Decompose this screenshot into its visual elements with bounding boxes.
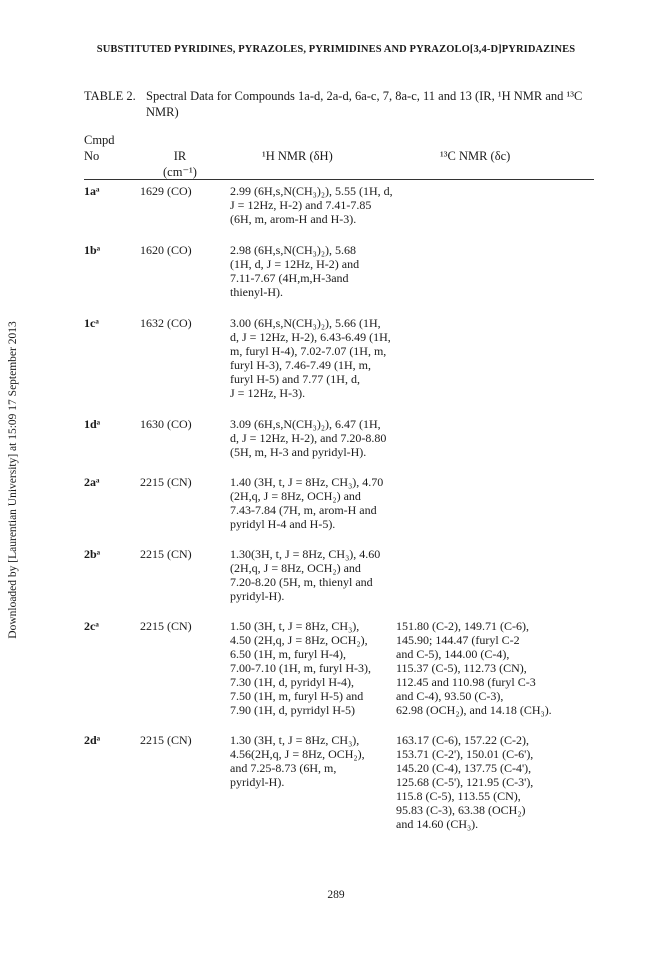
compound-id: 2cᵃ xyxy=(84,619,99,633)
table-caption-line1: Spectral Data for Compounds 1a-d, 2a-d, 6a-c, 7, 8a-c, 11 and 13 (IR, ¹H NMR and ¹³C xyxy=(146,89,583,103)
ir-value: 2215 (CN) xyxy=(140,547,192,561)
h-nmr-line: 7.43-7.84 (7H, m, arom-H and xyxy=(230,503,377,517)
table-row xyxy=(84,316,604,417)
page-number: 289 xyxy=(327,889,345,901)
h-nmr-data xyxy=(230,547,380,603)
header-rule xyxy=(84,179,594,180)
c-nmr-line: 112.45 and 110.98 (furyl C-3 xyxy=(396,675,536,689)
h-nmr-line: 2.98 (6H,s,N(CH₃)₂), 5.68 xyxy=(230,243,357,257)
ir-value: 2215 (CN) xyxy=(140,619,192,633)
h-nmr-line: pyridyl H-4 and H-5). xyxy=(230,517,336,531)
c-nmr-line: and 14.60 (CH₃). xyxy=(396,817,479,831)
header-cmpd xyxy=(84,132,115,164)
ir-value: 1629 (CO) xyxy=(140,184,192,198)
table-caption-line2: NMR) xyxy=(146,105,179,119)
header-1h-nmr: ¹H NMR (δH) xyxy=(262,149,333,163)
table-row xyxy=(84,417,604,475)
h-nmr-line: 7.90 (1H, d, pyrridyl H-5) xyxy=(230,703,355,717)
header-cmpd-line2: No xyxy=(84,149,100,163)
c-nmr-line: 151.80 (C-2), 149.71 (C-6), xyxy=(396,619,529,633)
c-nmr-line: 153.71 (C-2'), 150.01 (C-6'), xyxy=(396,747,534,761)
h-nmr-data xyxy=(230,475,384,531)
h-nmr-line: d, J = 12Hz, H-2), 6.43-6.49 (1H, xyxy=(230,330,391,344)
h-nmr-line: furyl H-3), 7.46-7.49 (1H, m, xyxy=(230,358,371,372)
c-nmr-line: 163.17 (C-6), 157.22 (C-2), xyxy=(396,733,529,747)
h-nmr-line: 7.50 (1H, m, furyl H-5) and xyxy=(230,689,364,703)
c-nmr-line: 62.98 (OCH₂), and 14.18 (CH₃). xyxy=(396,703,552,717)
h-nmr-line: 7.00-7.10 (1H, m, furyl H-3), xyxy=(230,661,371,675)
h-nmr-line: 7.11-7.67 (4H,m,H-3and xyxy=(230,271,349,285)
h-nmr-line: 2.99 (6H,s,N(CH₃)₂), 5.55 (1H, d, xyxy=(230,184,393,198)
table-row xyxy=(84,547,604,619)
table-caption xyxy=(84,88,594,120)
h-nmr-line: (5H, m, H-3 and pyridyl-H). xyxy=(230,445,367,459)
h-nmr-data xyxy=(230,243,380,299)
h-nmr-line: (6H, m, arom-H and H-3). xyxy=(230,212,357,226)
h-nmr-line: (2H,q, J = 8Hz, OCH₂) and xyxy=(230,561,361,575)
ir-value: 1630 (CO) xyxy=(140,417,192,431)
h-nmr-line: 6.50 (1H, m, furyl H-4), xyxy=(230,647,346,661)
c-nmr-data xyxy=(396,619,596,717)
h-nmr-line: (1H, d, J = 12Hz, H-2) and xyxy=(230,257,360,271)
c-nmr-line: 115.8 (C-5), 113.55 (CN), xyxy=(396,789,521,803)
h-nmr-data xyxy=(230,619,380,717)
h-nmr-line: 3.09 (6H,s,N(CH₃)₂), 6.47 (1H, xyxy=(230,417,381,431)
h-nmr-data xyxy=(230,417,387,459)
h-nmr-line: 4.56(2H,q, J = 8Hz, OCH₂), xyxy=(230,747,365,761)
h-nmr-line: 4.50 (2H,q, J = 8Hz, OCH₂), xyxy=(230,633,368,647)
compound-id: 1cᵃ xyxy=(84,316,99,330)
table-row xyxy=(84,475,604,547)
download-watermark xyxy=(3,280,23,680)
c-nmr-line: 125.68 (C-5'), 121.95 (C-3'), xyxy=(396,775,534,789)
h-nmr-line: m, furyl H-4), 7.02-7.07 (1H, m, xyxy=(230,344,387,358)
h-nmr-data xyxy=(230,184,393,226)
header-ir-line2: (cm⁻¹) xyxy=(163,165,197,179)
running-head: SUBSTITUTED PYRIDINES, PYRAZOLES, PYRIMIDINES AND PYRAZOLO[3,4-D]PYRIDAZINES xyxy=(96,44,576,55)
h-nmr-line: pyridyl-H). xyxy=(230,589,285,603)
ir-value: 2215 (CN) xyxy=(140,475,192,489)
ir-value: 2215 (CN) xyxy=(140,733,192,747)
header-ir-line1: IR xyxy=(173,149,187,163)
c-nmr-line: 95.83 (C-3), 63.38 (OCH₂) xyxy=(396,803,526,817)
compound-id: 2aᵃ xyxy=(84,475,100,489)
download-watermark-text: Downloaded by [Laurentian University] at 15:09 17 September 2013 xyxy=(7,321,19,639)
h-nmr-line: d, J = 12Hz, H-2), and 7.20-8.80 xyxy=(230,431,387,445)
h-nmr-line: 1.30(3H, t, J = 8Hz, CH₃), 4.60 xyxy=(230,547,381,561)
h-nmr-line: 7.20-8.20 (5H, m, thienyl and xyxy=(230,575,373,589)
header-cmpd-line1: Cmpd xyxy=(84,133,115,147)
h-nmr-line: 7.30 (1H, d, pyridyl H-4), xyxy=(230,675,354,689)
h-nmr-line: J = 12Hz, H-3). xyxy=(230,386,306,400)
h-nmr-line: 1.40 (3H, t, J = 8Hz, CH₃), 4.70 xyxy=(230,475,384,489)
c-nmr-line: and C-4), 93.50 (C-3), xyxy=(396,689,504,703)
compound-id: 1aᵃ xyxy=(84,184,100,198)
h-nmr-line: and 7.25-8.73 (6H, m, xyxy=(230,761,337,775)
h-nmr-line: furyl H-5) and 7.77 (1H, d, xyxy=(230,372,360,386)
h-nmr-line: 1.30 (3H, t, J = 8Hz, CH₃), xyxy=(230,733,360,747)
h-nmr-data xyxy=(230,733,380,789)
h-nmr-line: pyridyl-H). xyxy=(230,775,285,789)
h-nmr-line: thienyl-H). xyxy=(230,285,283,299)
table-label: TABLE 2. xyxy=(84,89,136,103)
compound-id: 2dᵃ xyxy=(84,733,101,747)
table-row xyxy=(84,243,604,316)
compound-id: 2bᵃ xyxy=(84,547,101,561)
header-ir xyxy=(140,148,220,180)
table-row xyxy=(84,619,604,733)
h-nmr-line: (2H,q, J = 8Hz, OCH₂) and xyxy=(230,489,361,503)
c-nmr-data xyxy=(396,733,596,831)
h-nmr-line: 1.50 (3H, t, J = 8Hz, CH₃), xyxy=(230,619,360,633)
header-13c-nmr: ¹³C NMR (δc) xyxy=(440,149,511,163)
c-nmr-line: 145.90; 144.47 (furyl C-2 xyxy=(396,633,520,647)
h-nmr-line: 3.00 (6H,s,N(CH₃)₂), 5.66 (1H, xyxy=(230,316,381,330)
ir-value: 1620 (CO) xyxy=(140,243,192,257)
table-row xyxy=(84,184,604,243)
h-nmr-line: J = 12Hz, H-2) and 7.41-7.85 xyxy=(230,198,372,212)
h-nmr-data xyxy=(230,316,391,400)
ir-value: 1632 (CO) xyxy=(140,316,192,330)
compound-id: 1bᵃ xyxy=(84,243,101,257)
table-row xyxy=(84,733,604,834)
compound-id: 1dᵃ xyxy=(84,417,101,431)
c-nmr-line: 115.37 (C-5), 112.73 (CN), xyxy=(396,661,527,675)
spectral-table xyxy=(84,184,604,834)
c-nmr-line: and C-5), 144.00 (C-4), xyxy=(396,647,510,661)
c-nmr-line: 145.20 (C-4), 137.75 (C-4'), xyxy=(396,761,532,775)
